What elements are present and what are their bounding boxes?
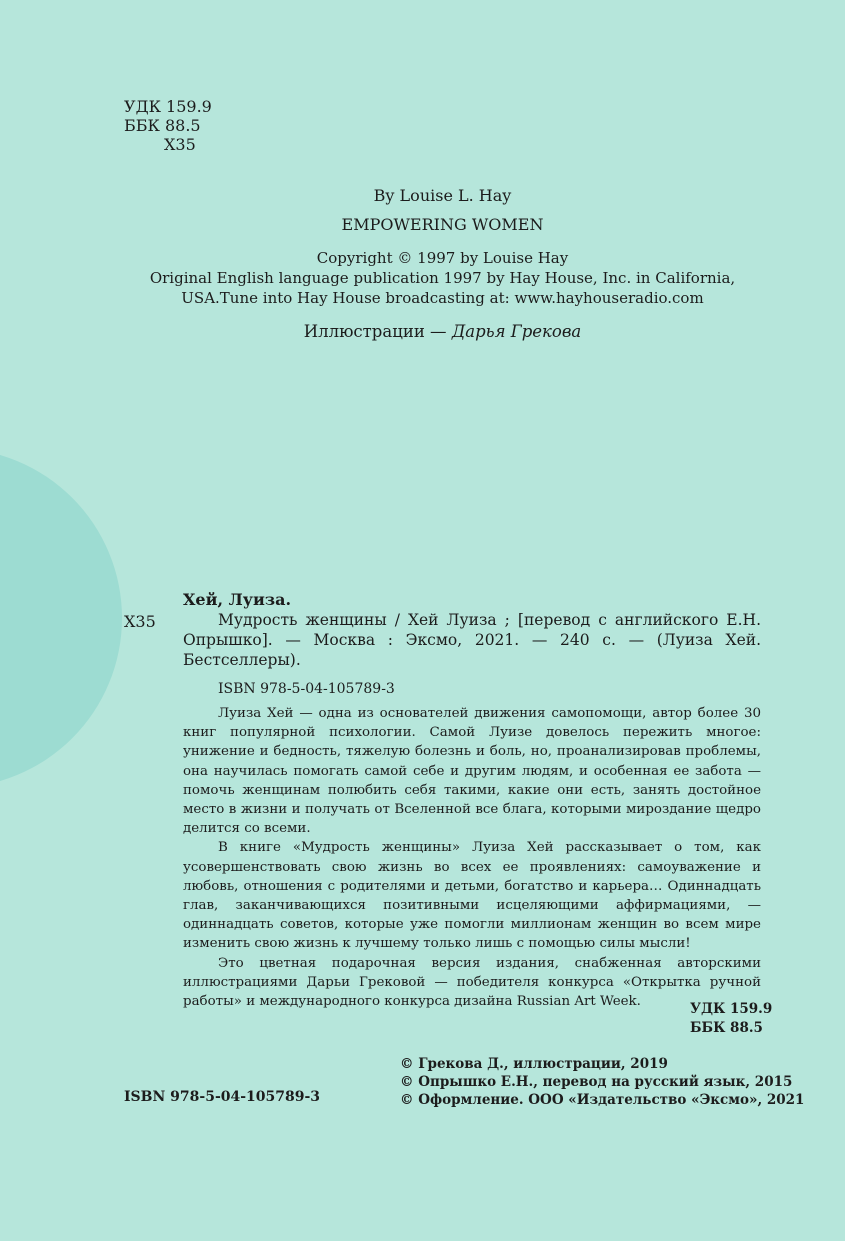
author-mark: Х35 [164,135,196,154]
decorative-circle [0,448,122,788]
top-classification-codes [124,97,212,154]
catalog-isbn: ISBN 978-5-04-105789-3 [218,681,395,697]
annotation-paragraph: Луиза Хей — одна из основателей движения самопомощи, автор более 30 книг популярной психологии. Самой Луизе довелось пережить многое: унижение и бедность, тяжелую болезнь и боль, но, проанализировав проблемы, она научилась помогать самой себе и другим людям, и особенная ее забота — помочь женщинам полюбить себя такими, какие они есть, занять достойное место в жизни и получать от Вселенной все блага, которыми мироздание щедро делится со всеми. [183,706,761,837]
footer-isbn: ISBN 978-5-04-105789-3 [124,1089,321,1105]
credit-line: © Опрышко Е.Н., перевод на русский язык, 2015 [400,1074,793,1090]
credit-line: © Оформление. ООО «Издательство «Эксмо», 2021 [400,1092,805,1108]
annotation-paragraph: В книге «Мудрость женщины» Луиза Хей рассказывает о том, как усовершенствовать свою жизнь во всех ее проявлениях: самоуважение и любовь, отношения с родителями и детьми, богатство и карьера… Одиннадцать глав, заканчивающихся позитивными исцеляющими аффирмациями, — одиннадцать советов, которые уже помогли миллионам женщин во всем мире изменить свою жизнь к лучшему только лишь с помощью силы мысли! [183,840,761,952]
copyright-credits [400,1055,804,1109]
illustrations-credit [100,322,785,341]
original-title: EMPOWERING WOMEN [341,215,544,234]
catalog-mark: Х35 [124,612,156,631]
bbk-code: ББК 88.5 [124,116,201,135]
illustrator-name: Дарья Грекова [451,322,582,341]
illustrations-label: Иллюстрации — [303,322,452,341]
udk-code: УДК 159.9 [124,97,212,116]
copyright-line: USA.Tune into Hay House broadcasting at: www.hayhouseradio.com [181,289,704,307]
udk-code: УДК 159.9 [690,1001,773,1017]
catalog-author: Хей, Луиза. [183,590,292,609]
by-line: By Louise L. Hay [373,186,512,205]
credit-line: © Грекова Д., иллюстрации, 2019 [400,1056,668,1072]
copyright-notice [100,248,785,308]
annotation-paragraph: Это цветная подарочная версия издания, снабженная авторскими иллюстрациями Дарьи Грековой — победителя конкурса «Открытка ручной работы» и международного конкурса дизайна Russian Art Week. [183,955,761,1010]
bottom-classification-codes [690,1000,772,1038]
bbk-code: ББК 88.5 [690,1020,763,1036]
bibliographic-description: Мудрость женщины / Хей Луиза ; [перевод с английского Е.Н. Опрышко]. — Москва : Эксмо, 2021. — 240 с. — (Луиза Хей. Бестселлеры). [183,611,761,669]
copyright-line: Copyright © 1997 by Louise Hay [316,249,569,267]
annotation [183,704,761,1011]
catalog-entry [183,590,761,1011]
copyright-line: Original English language publication 1997 by Hay House, Inc. in California, [149,269,736,287]
